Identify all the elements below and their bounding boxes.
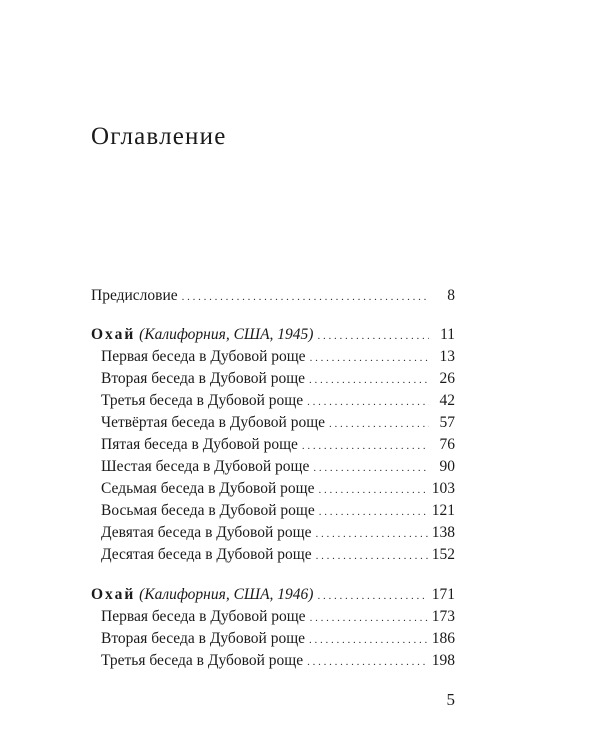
dot-leader [310, 347, 429, 369]
dot-leader [317, 585, 427, 607]
toc-entry[interactable] [91, 628, 455, 650]
dot-leader [329, 413, 429, 435]
dot-leader [182, 286, 429, 308]
dot-leader [309, 369, 429, 391]
toc-page-number: 152 [431, 546, 455, 563]
toc-entry[interactable] [91, 522, 455, 544]
toc-entry-title: Пятая беседа в Дубовой роще [101, 436, 298, 453]
toc-page-number: 173 [431, 608, 455, 625]
toc-page-number: 121 [431, 502, 455, 519]
toc-page-number: 138 [431, 524, 455, 541]
toc-entry[interactable] [91, 434, 455, 456]
toc-entry-title: Вторая беседа в Дубовой роще [101, 630, 306, 647]
section-note: (Калифорния, США, 1946) [139, 586, 314, 603]
toc-section-heading[interactable] [91, 324, 455, 346]
dot-leader [318, 479, 427, 501]
toc-page-number: 90 [439, 458, 455, 475]
toc-entry[interactable] [91, 346, 455, 368]
dot-leader [313, 457, 429, 479]
spacer [91, 566, 455, 584]
toc-entry-title: Первая беседа в Дубовой роще [101, 608, 306, 625]
toc-entry[interactable] [91, 650, 455, 672]
toc-page-number: 57 [439, 414, 455, 431]
toc-entry-title: Шестая беседа в Дубовой роще [101, 458, 310, 475]
toc-entry-title: Первая беседа в Дубовой роще [101, 348, 306, 365]
dot-leader [307, 651, 428, 673]
toc-entry-title: Седьмая беседа в Дубовой роще [101, 480, 315, 497]
dot-leader [310, 607, 428, 629]
toc-page-number: 11 [440, 326, 455, 343]
toc-page-number: 186 [431, 630, 455, 647]
toc-entry[interactable] [91, 478, 455, 500]
toc-page-number: 42 [439, 392, 455, 409]
toc-entry-title: Вторая беседа в Дубовой роще [101, 370, 306, 387]
spacer [91, 307, 455, 324]
toc-entry-title: Третья беседа в Дубовой роще [101, 392, 304, 409]
toc-entry-title: Десятая беседа в Дубовой роще [101, 546, 312, 563]
toc-entry-title: Восьмая беседа в Дубовой роще [101, 502, 315, 519]
page-title: Оглавление [91, 123, 227, 150]
toc-page-number: 13 [439, 348, 455, 365]
dot-leader [315, 523, 427, 545]
toc-page-number: 171 [431, 586, 455, 603]
dot-leader [316, 545, 428, 567]
toc-entry-preface[interactable] [91, 285, 455, 307]
dot-leader [309, 629, 428, 651]
toc-entry[interactable] [91, 500, 455, 522]
toc-entry-title: Четвёртая беседа в Дубовой роще [101, 414, 326, 431]
toc-entry[interactable] [91, 544, 455, 566]
toc-entry[interactable] [91, 368, 455, 390]
toc-entry[interactable] [91, 606, 455, 628]
toc-page-number: 76 [439, 436, 455, 453]
toc-section-title [91, 324, 313, 346]
toc-entry-title: Предисловие [91, 287, 178, 304]
toc-section-heading[interactable] [91, 584, 455, 606]
toc-page-number: 8 [447, 287, 455, 304]
page-number: 5 [446, 690, 455, 709]
table-of-contents [91, 285, 455, 672]
toc-entry[interactable] [91, 390, 455, 412]
toc-entry[interactable] [91, 456, 455, 478]
toc-entry[interactable] [91, 412, 455, 434]
toc-page-number: 26 [439, 370, 455, 387]
dot-leader [319, 501, 428, 523]
dot-leader [302, 435, 429, 457]
toc-page-number: 198 [431, 652, 455, 669]
section-city: Охай [91, 586, 136, 603]
dot-leader [307, 391, 429, 413]
toc-section-title [91, 584, 313, 606]
section-note: (Калифорния, США, 1945) [139, 326, 314, 343]
toc-entry-title: Третья беседа в Дубовой роще [101, 652, 304, 669]
dot-leader [317, 325, 429, 347]
toc-page-number: 103 [431, 480, 455, 497]
toc-entry-title: Девятая беседа в Дубовой роще [101, 524, 312, 541]
section-city: Охай [91, 326, 136, 343]
